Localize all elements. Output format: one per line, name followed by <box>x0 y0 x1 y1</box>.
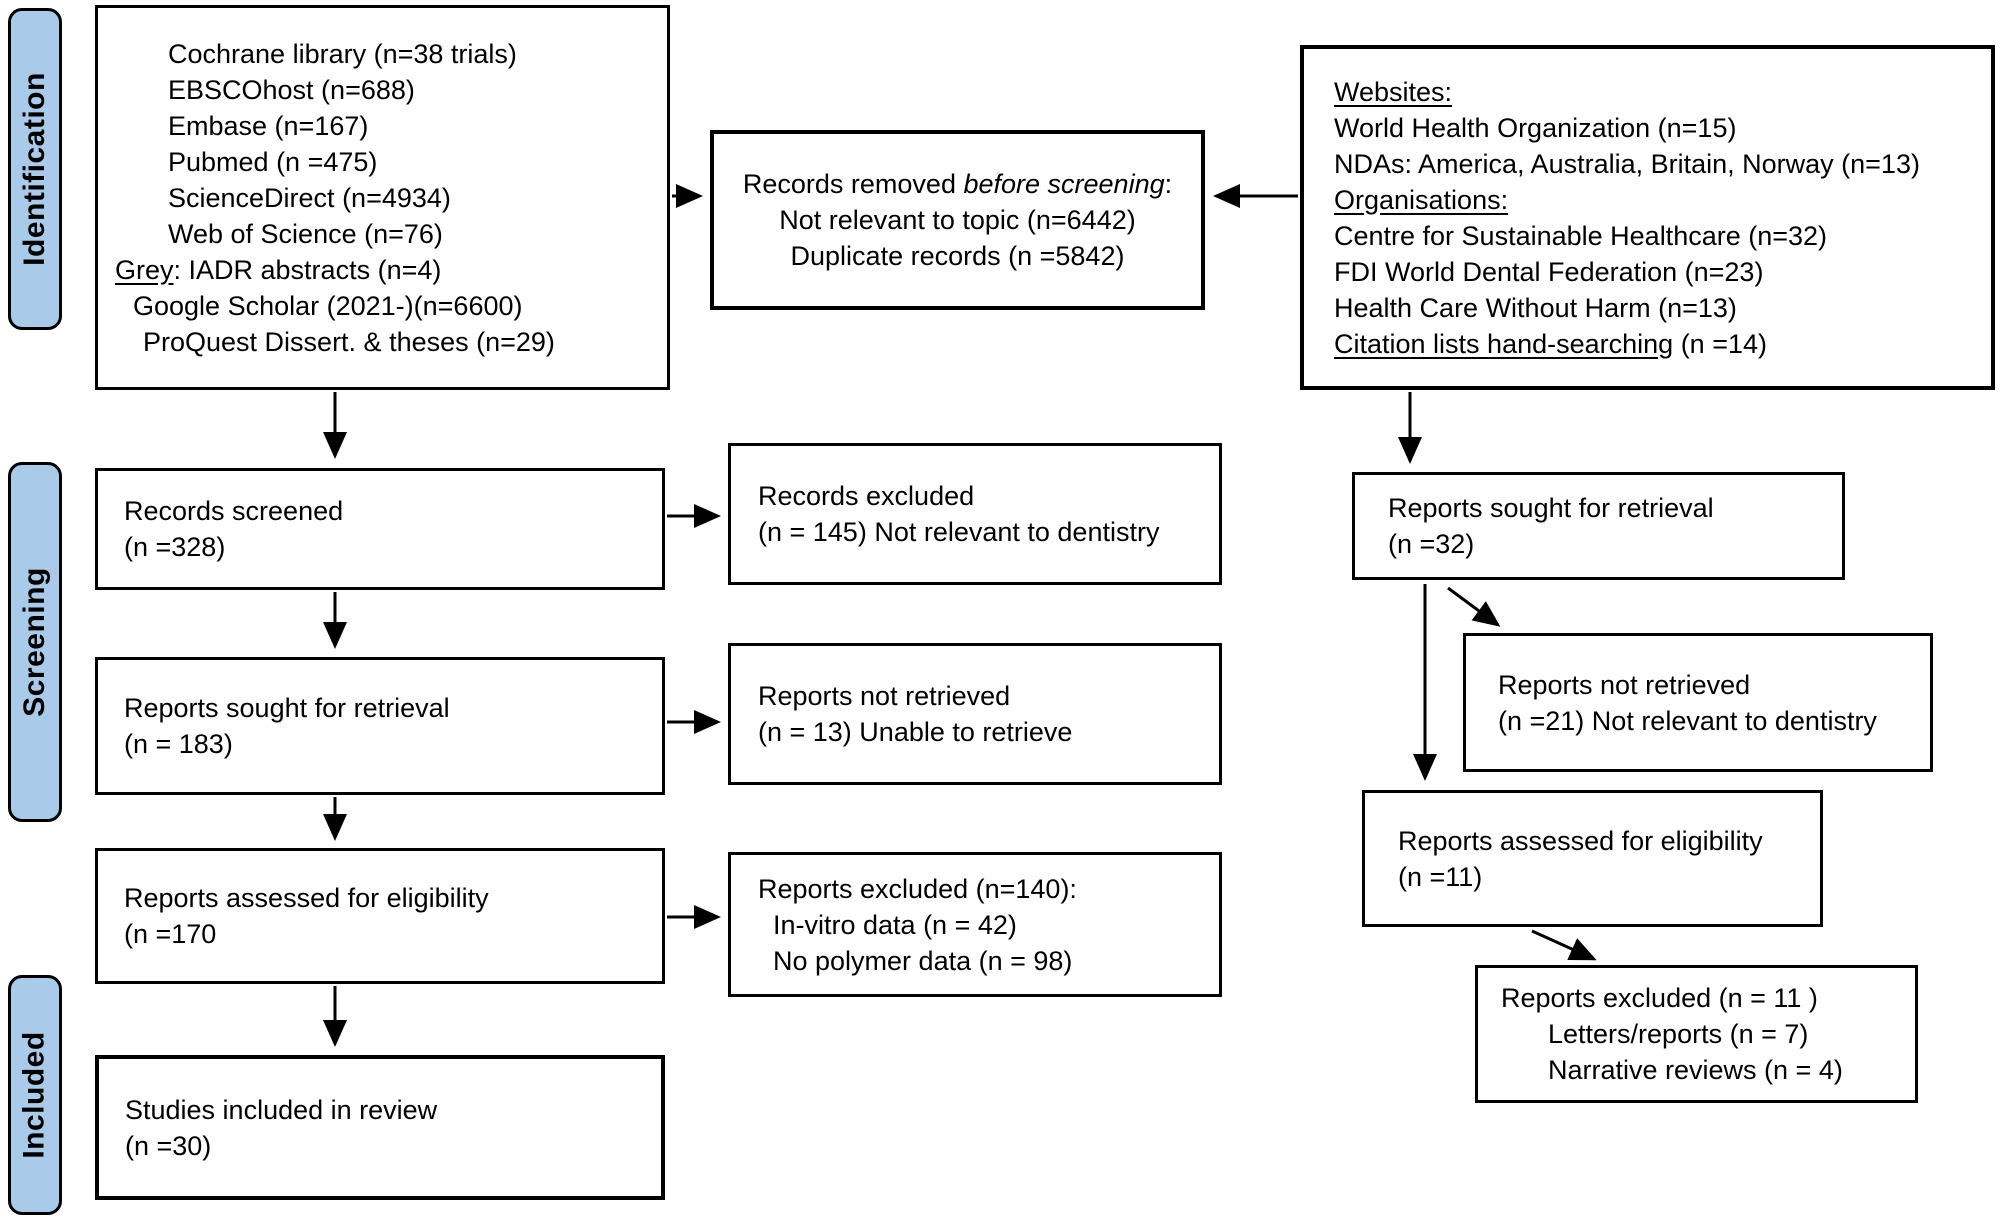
box-records-screened <box>95 468 665 590</box>
records-removed-notrelevant: Not relevant to topic (n=6442) <box>779 205 1136 235</box>
grey-rest-text: : IADR abstracts (n=4) <box>173 254 442 285</box>
reports-excluded-140-nopolymer: No polymer data (n = 98) <box>773 945 1073 976</box>
greysource-line-hcwh: Health Care Without Harm (n=13) <box>1334 292 1737 323</box>
grey-reports-excluded-title: Reports excluded (n = 11 ) <box>1501 983 1818 1013</box>
stage-label-identification-text: Identification <box>18 72 52 266</box>
stage-label-identification <box>8 8 62 330</box>
arrow-assessed11-to-excluded11 <box>1532 931 1594 959</box>
greysource-line-who: World Health Organization (n=15) <box>1334 112 1737 143</box>
grey-reports-assessed-count: (n =11) <box>1398 861 1483 892</box>
greysource-line-citation <box>1334 326 1991 362</box>
records-removed-title <box>714 166 1201 202</box>
source-line-googlescholar: Google Scholar (2021-)(n=6600) <box>133 290 523 321</box>
records-removed-title-suffix: : <box>1164 169 1173 199</box>
records-screened-count: (n =328) <box>124 532 226 562</box>
stage-label-screening <box>8 462 62 822</box>
reports-not-retrieved-title: Reports not retrieved <box>758 681 1011 711</box>
records-excluded-title: Records excluded <box>758 481 975 511</box>
grey-reports-excluded-letters: Letters/reports (n = 7) <box>1548 1019 1809 1049</box>
box-grey-literature-sources <box>1300 45 1995 390</box>
reports-sought-title: Reports sought for retrieval <box>124 693 450 723</box>
box-reports-assessed <box>95 848 665 984</box>
studies-included-count: (n =30) <box>125 1130 212 1161</box>
records-excluded-count: (n = 145) Not relevant to dentistry <box>758 517 1160 547</box>
grey-reports-not-retrieved-count: (n =21) Not relevant to dentistry <box>1498 705 1877 736</box>
grey-reports-excluded-narrative: Narrative reviews (n = 4) <box>1548 1055 1843 1085</box>
records-removed-title-italic: before screening <box>963 169 1165 199</box>
greysource-line-csh: Centre for Sustainable Healthcare (n=32) <box>1334 220 1828 251</box>
studies-included-title: Studies included in review <box>125 1094 438 1125</box>
arrow-sought32-to-notretrieved21 <box>1448 588 1498 625</box>
box-records-removed <box>710 130 1205 310</box>
box-records-excluded <box>728 443 1222 585</box>
grey-underlined-label: Grey <box>115 254 174 285</box>
source-line-pubmed: Pubmed (n =475) <box>168 146 378 177</box>
stage-label-included-text: Included <box>18 1031 51 1159</box>
grey-reports-assessed-title: Reports assessed for eligibility <box>1398 825 1763 856</box>
websites-heading: Websites: <box>1334 76 1453 107</box>
records-removed-duplicates: Duplicate records (n =5842) <box>790 241 1125 271</box>
reports-excluded-140-invitro: In-vitro data (n = 42) <box>773 909 1017 940</box>
reports-assessed-count: (n =170 <box>124 919 217 949</box>
source-line-proquest: ProQuest Dissert. & theses (n=29) <box>143 326 555 357</box>
source-line-webofscience: Web of Science (n=76) <box>168 218 443 249</box>
reports-sought-count: (n = 183) <box>124 729 233 759</box>
box-grey-reports-assessed-11 <box>1362 790 1823 927</box>
box-grey-reports-not-retrieved-21 <box>1463 633 1933 772</box>
source-line-sciencedirect: ScienceDirect (n=4934) <box>168 182 451 213</box>
citation-rest-text: (n =14) <box>1673 328 1767 359</box>
grey-reports-sought-title: Reports sought for retrieval <box>1388 493 1714 523</box>
source-line-cochrane: Cochrane library (n=38 trials) <box>168 38 517 69</box>
box-studies-included <box>95 1055 665 1200</box>
greysource-line-ndas: NDAs: America, Australia, Britain, Norway (n=13) <box>1334 148 1920 179</box>
box-reports-excluded-140 <box>728 852 1222 997</box>
stage-label-screening-text: Screening <box>18 567 51 717</box>
source-line-embase: Embase (n=167) <box>168 110 369 141</box>
grey-reports-not-retrieved-title: Reports not retrieved <box>1498 669 1751 700</box>
greysource-line-fdi: FDI World Dental Federation (n=23) <box>1334 256 1764 287</box>
reports-not-retrieved-count: (n = 13) Unable to retrieve <box>758 717 1073 747</box>
source-line-ebscohost: EBSCOhost (n=688) <box>168 74 415 105</box>
box-reports-sought <box>95 657 665 795</box>
box-grey-reports-sought-32 <box>1352 472 1845 580</box>
records-screened-title: Records screened <box>124 496 344 526</box>
reports-assessed-title: Reports assessed for eligibility <box>124 883 489 913</box>
reports-excluded-140-title: Reports excluded (n=140): <box>758 873 1077 904</box>
records-removed-title-prefix: Records removed <box>742 169 964 199</box>
grey-reports-sought-count: (n =32) <box>1388 529 1475 559</box>
source-line-grey <box>115 252 667 288</box>
stage-label-included <box>8 975 62 1215</box>
citation-underlined-text: Citation lists hand-searching <box>1334 328 1674 359</box>
box-reports-not-retrieved <box>728 643 1222 785</box>
organisations-heading: Organisations: <box>1334 184 1509 215</box>
box-database-sources <box>95 5 670 390</box>
box-grey-reports-excluded-11 <box>1475 965 1918 1103</box>
